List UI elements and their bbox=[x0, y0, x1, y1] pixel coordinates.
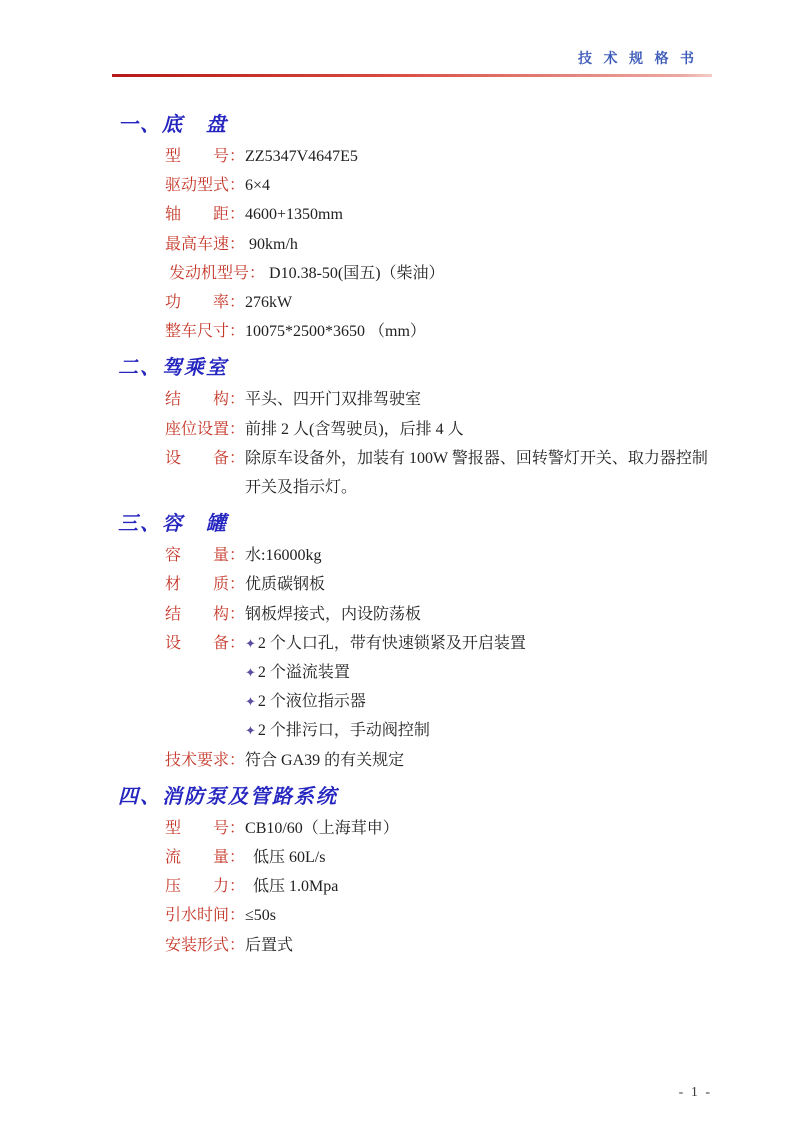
spec-row bbox=[165, 142, 712, 171]
spec-row bbox=[165, 843, 712, 872]
page-footer bbox=[679, 1085, 712, 1101]
field-label: 技术要求： bbox=[165, 751, 246, 769]
field-value: CB10/60（上海茸申） bbox=[245, 819, 399, 837]
section-heading: 四、消防泵及管路系统 bbox=[118, 785, 338, 808]
section-pump-system bbox=[118, 785, 712, 960]
field-value: 水:16000kg bbox=[245, 547, 322, 565]
field-label: 引水时间： bbox=[165, 907, 246, 925]
diamond-bullet-icon: ✦ bbox=[245, 723, 256, 739]
spec-row bbox=[165, 570, 712, 599]
field-value: 276kW bbox=[245, 294, 293, 312]
field-value: D10.38-50(国五)（柴油） bbox=[265, 264, 445, 282]
section-tank bbox=[118, 512, 712, 775]
spec-row bbox=[165, 415, 712, 444]
field-label: 设 备： bbox=[165, 449, 246, 467]
section-heading: 一、底 盘 bbox=[118, 114, 228, 136]
field-label: 设 备： bbox=[165, 634, 246, 652]
spec-row bbox=[165, 746, 712, 775]
field-value: 10075*2500*3650 （mm） bbox=[245, 323, 426, 341]
field-label: 轴 距： bbox=[165, 206, 246, 224]
header-rule-line bbox=[112, 74, 712, 77]
field-value: 2 个人口孔，带有快速锁紧及开启装置 bbox=[257, 634, 526, 652]
field-value: 2 个溢流装置 bbox=[257, 664, 350, 682]
field-value: 低压 60L/s bbox=[245, 849, 326, 867]
spec-row bbox=[165, 658, 712, 687]
document-title: 技 术 规 格 书 bbox=[578, 52, 698, 67]
section-chassis bbox=[118, 113, 712, 346]
field-label: 最高车速： bbox=[165, 235, 246, 253]
field-label: 型 号： bbox=[165, 148, 246, 165]
field-label: 型 号： bbox=[165, 819, 246, 837]
spec-row bbox=[165, 901, 712, 930]
section-cab bbox=[118, 356, 712, 502]
field-value: 钢板焊接式，内设防荡板 bbox=[245, 605, 422, 623]
section-heading: 二、驾乘室 bbox=[118, 357, 228, 380]
field-value: 除原车设备外，加装有 100W 警报器、回转警灯开关、取力器控制开关及指示灯。 bbox=[245, 449, 708, 497]
field-label: 结 构： bbox=[165, 391, 246, 409]
field-value: 优质碳钢板 bbox=[245, 576, 326, 594]
field-value: 90km/h bbox=[245, 235, 298, 253]
page-number: - 1 - bbox=[678, 1085, 712, 1100]
field-label: 安装形式： bbox=[165, 936, 246, 954]
field-label: 功 率： bbox=[165, 294, 246, 312]
field-label: 流 量： bbox=[165, 849, 246, 867]
diamond-bullet-icon: ✦ bbox=[245, 694, 256, 710]
field-value: ZZ5347V4647E5 bbox=[245, 148, 358, 165]
field-value: 平头、四开门双排驾驶室 bbox=[245, 391, 422, 409]
section-heading: 三、容 罐 bbox=[118, 513, 228, 536]
diamond-bullet-icon: ✦ bbox=[245, 665, 256, 681]
field-label: 结 构： bbox=[165, 605, 246, 623]
diamond-bullet-icon: ✦ bbox=[245, 635, 256, 651]
field-label: 驱动型式： bbox=[165, 177, 246, 195]
field-value: 符合 GA39 的有关规定 bbox=[245, 751, 405, 769]
spec-row bbox=[165, 716, 712, 745]
spec-row bbox=[165, 931, 712, 960]
spec-row bbox=[165, 385, 712, 414]
document-body bbox=[118, 79, 712, 960]
field-label: 整车尺寸： bbox=[165, 323, 246, 341]
field-value: 6×4 bbox=[245, 177, 271, 195]
spec-row bbox=[165, 687, 712, 716]
field-value: 低压 1.0Mpa bbox=[245, 878, 339, 896]
spec-row bbox=[165, 444, 712, 502]
field-label: 材 质： bbox=[165, 576, 246, 594]
field-value: 4600+1350mm bbox=[245, 206, 343, 224]
spec-row bbox=[165, 171, 712, 200]
spec-row bbox=[165, 317, 712, 346]
spec-row bbox=[165, 541, 712, 570]
field-value: 后置式 bbox=[245, 936, 294, 954]
spec-row bbox=[165, 872, 712, 901]
field-label: 压 力： bbox=[165, 878, 246, 896]
field-label: 容 量： bbox=[165, 547, 246, 565]
spec-row bbox=[165, 200, 712, 229]
spec-row bbox=[165, 230, 712, 259]
field-value: 2 个排污口，手动阀控制 bbox=[257, 722, 430, 740]
field-value: ≤50s bbox=[245, 907, 277, 925]
spec-row bbox=[165, 629, 712, 658]
spec-row bbox=[165, 600, 712, 629]
field-value: 前排 2 人(含驾驶员)，后排 4 人 bbox=[245, 420, 464, 438]
spec-row bbox=[165, 814, 712, 843]
page-header bbox=[112, 0, 712, 77]
field-label: 发动机型号： bbox=[165, 264, 266, 282]
spec-row bbox=[165, 259, 712, 288]
field-label: 座位设置： bbox=[165, 420, 246, 438]
field-value: 2 个液位指示器 bbox=[257, 693, 366, 711]
spec-row bbox=[165, 288, 712, 317]
